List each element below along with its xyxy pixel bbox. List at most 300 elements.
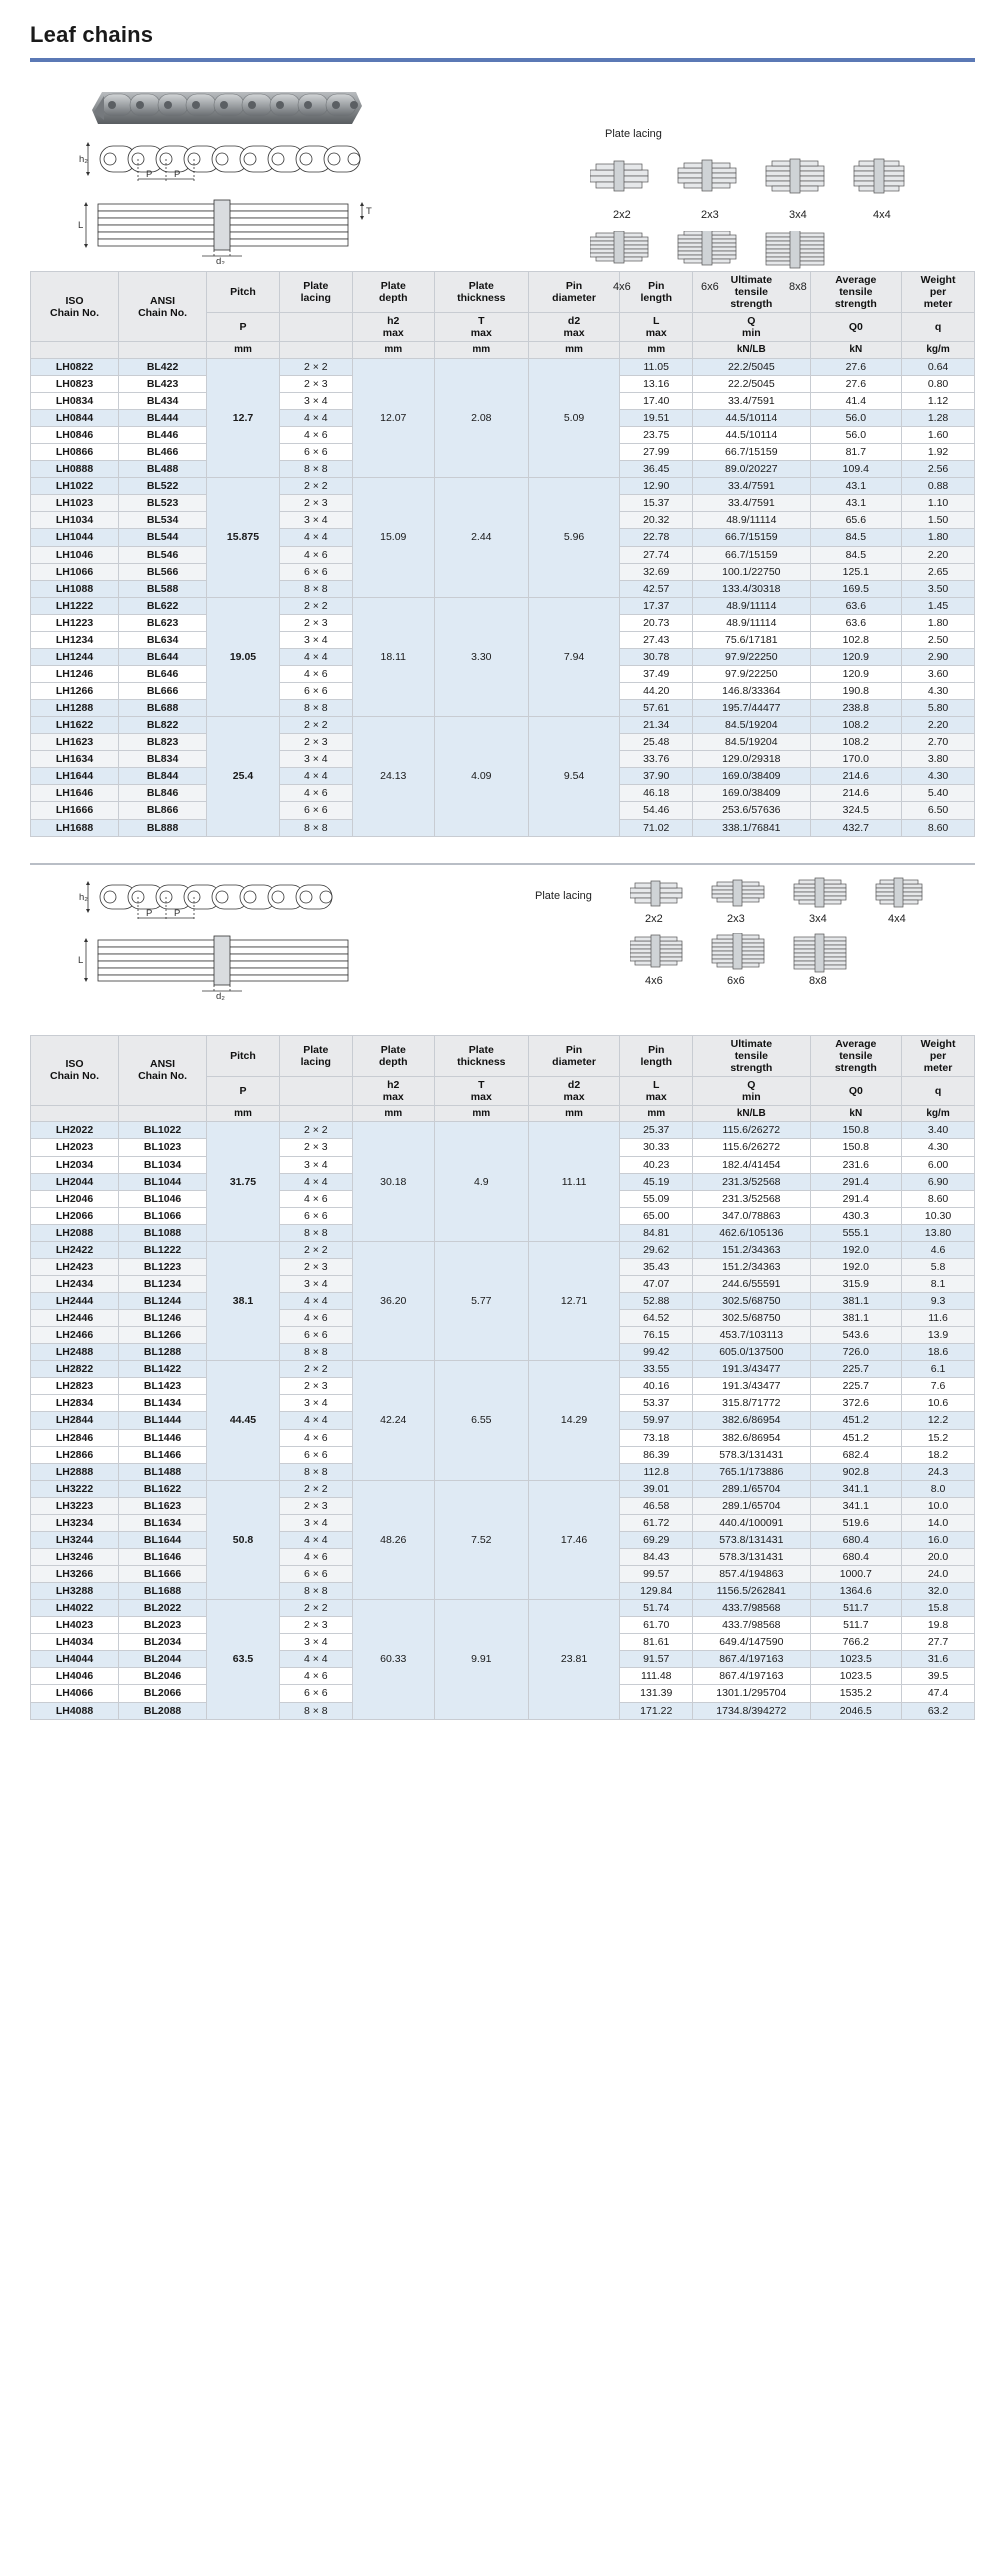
cell-average-tensile-strength: 150.8 <box>810 1122 902 1139</box>
cell-ultimate-tensile-strength: 289.1/65704 <box>693 1480 810 1497</box>
cell-ansi-chain-no: BL1646 <box>119 1548 207 1565</box>
cell-pin-length: 37.90 <box>620 768 693 785</box>
cell-weight-per-meter: 2.56 <box>902 461 975 478</box>
cell-weight-per-meter: 12.2 <box>902 1412 975 1429</box>
lacing-type-8x8-label-2: 8x8 <box>809 974 827 987</box>
cell-plate-depth: 12.07 <box>352 358 434 477</box>
cell-ansi-chain-no: BL1666 <box>119 1566 207 1583</box>
cell-pin-length: 64.52 <box>620 1310 693 1327</box>
svg-text:L: L <box>78 954 84 966</box>
cell-ansi-chain-no: BL522 <box>119 478 207 495</box>
svg-text:d₂: d₂ <box>216 256 225 264</box>
th-weight-l3: meter <box>923 298 953 311</box>
th-uts-l1: Ultimate <box>730 274 773 286</box>
cell-weight-per-meter: 16.0 <box>902 1531 975 1548</box>
th-sym-h2 <box>352 313 434 342</box>
cell-average-tensile-strength: 27.6 <box>810 358 902 375</box>
cell-ultimate-tensile-strength: 867.4/197163 <box>693 1668 810 1685</box>
cell-ultimate-tensile-strength: 151.2/34363 <box>693 1258 810 1275</box>
th-unit-pin-diameter: mm <box>528 342 620 359</box>
th2-sym-h2 <box>352 1076 434 1105</box>
cell-average-tensile-strength: 680.4 <box>810 1548 902 1565</box>
cell-iso-chain-no: LH2823 <box>31 1378 119 1395</box>
cell-plate-lacing: 6 × 6 <box>279 683 352 700</box>
cell-ansi-chain-no: BL1644 <box>119 1531 207 1548</box>
cell-iso-chain-no: LH2066 <box>31 1207 119 1224</box>
lacing-type-4x4-label: 4x4 <box>873 209 891 221</box>
cell-ultimate-tensile-strength: 302.5/68750 <box>693 1310 810 1327</box>
lacing-icons-row2 <box>590 231 965 277</box>
th-unit-weight: kg/m <box>902 342 975 359</box>
cell-ultimate-tensile-strength: 33.4/7591 <box>693 495 810 512</box>
cell-pitch: 19.05 <box>207 597 280 716</box>
cell-plate-lacing: 4 × 4 <box>279 1173 352 1190</box>
cell-iso-chain-no: LH3288 <box>31 1583 119 1600</box>
cell-ultimate-tensile-strength: 191.3/43477 <box>693 1361 810 1378</box>
page-title: Leaf chains <box>30 22 154 47</box>
cell-average-tensile-strength: 511.7 <box>810 1617 902 1634</box>
cell-weight-per-meter: 1.50 <box>902 512 975 529</box>
cell-average-tensile-strength: 56.0 <box>810 427 902 444</box>
title-divider <box>30 58 975 62</box>
cell-iso-chain-no: LH1688 <box>31 819 119 836</box>
th2-iso <box>31 1035 119 1105</box>
th-plate-thickness-l1: Plate <box>468 280 494 293</box>
cell-pin-length: 91.57 <box>620 1651 693 1668</box>
cell-average-tensile-strength: 381.1 <box>810 1293 902 1310</box>
th2-sym-l <box>620 1076 693 1105</box>
cell-ultimate-tensile-strength: 169.0/38409 <box>693 768 810 785</box>
cell-ansi-chain-no: BL1423 <box>119 1378 207 1395</box>
th-sym-q0: Q0 <box>810 313 902 342</box>
table-2-body <box>31 1122 975 1719</box>
cell-plate-lacing: 2 × 3 <box>279 495 352 512</box>
cell-ultimate-tensile-strength: 231.3/52568 <box>693 1173 810 1190</box>
cell-weight-per-meter: 0.80 <box>902 375 975 392</box>
cell-ansi-chain-no: BL666 <box>119 683 207 700</box>
th-ansi-line2: Chain No. <box>138 306 188 319</box>
lacing-type-2x3-label-2: 2x3 <box>727 912 745 925</box>
cell-plate-lacing: 6 × 6 <box>279 1566 352 1583</box>
lacing-type-6x6-label-2: 6x6 <box>727 974 745 987</box>
cell-pin-length: 33.55 <box>620 1361 693 1378</box>
cell-weight-per-meter: 10.6 <box>902 1395 975 1412</box>
th-iso-line2: Chain No. <box>50 306 100 319</box>
cell-average-tensile-strength: 120.9 <box>810 665 902 682</box>
cell-plate-lacing: 8 × 8 <box>279 1583 352 1600</box>
cell-pin-length: 46.58 <box>620 1497 693 1514</box>
cell-ansi-chain-no: BL1688 <box>119 1583 207 1600</box>
cell-plate-thickness: 2.44 <box>434 478 528 597</box>
lacing-type-2x3-label: 2x3 <box>701 209 719 221</box>
cell-iso-chain-no: LH1644 <box>31 768 119 785</box>
th2-sym-h2-l2: max <box>382 1090 404 1103</box>
cell-plate-lacing: 4 × 4 <box>279 1412 352 1429</box>
cell-iso-chain-no: LH2434 <box>31 1275 119 1292</box>
cell-plate-lacing: 3 × 4 <box>279 1156 352 1173</box>
th2-weight-l2: per <box>929 1049 947 1062</box>
cell-plate-lacing: 2 × 2 <box>279 1122 352 1139</box>
cell-weight-per-meter: 4.30 <box>902 1139 975 1156</box>
th-pin-diameter-l1: Pin <box>565 280 583 293</box>
cell-plate-lacing: 4 × 6 <box>279 665 352 682</box>
cell-plate-lacing: 4 × 6 <box>279 427 352 444</box>
svg-text:h₂: h₂ <box>79 891 88 903</box>
th-sym-q-l2: min <box>741 327 761 340</box>
cell-ultimate-tensile-strength: 433.7/98568 <box>693 1617 810 1634</box>
cell-average-tensile-strength: 543.6 <box>810 1327 902 1344</box>
th-weight-l1: Weight <box>920 274 956 286</box>
cell-plate-lacing: 3 × 4 <box>279 1514 352 1531</box>
cell-plate-lacing: 8 × 8 <box>279 1344 352 1361</box>
cell-iso-chain-no: LH1634 <box>31 751 119 768</box>
cell-plate-lacing: 3 × 4 <box>279 1395 352 1412</box>
cell-ansi-chain-no: BL566 <box>119 563 207 580</box>
cell-pin-length: 84.43 <box>620 1548 693 1565</box>
cell-iso-chain-no: LH1222 <box>31 597 119 614</box>
cell-average-tensile-strength: 372.6 <box>810 1395 902 1412</box>
th-unit-lacing <box>279 342 352 359</box>
th2-pitch: Pitch <box>207 1035 280 1076</box>
th-weight <box>902 272 975 313</box>
cell-ultimate-tensile-strength: 433.7/98568 <box>693 1600 810 1617</box>
header2-row-units <box>31 1105 975 1122</box>
cell-average-tensile-strength: 1023.5 <box>810 1651 902 1668</box>
th-sym-lacing-blank <box>279 313 352 342</box>
lacing-type-6x6-label: 6x6 <box>701 281 719 293</box>
cell-pin-diameter: 7.94 <box>528 597 620 716</box>
cell-weight-per-meter: 2.90 <box>902 648 975 665</box>
cell-weight-per-meter: 14.0 <box>902 1514 975 1531</box>
cell-weight-per-meter: 3.50 <box>902 580 975 597</box>
cell-pin-length: 47.07 <box>620 1275 693 1292</box>
th-uts-l2: tensile <box>734 286 768 299</box>
th-plate-thickness <box>434 272 528 313</box>
cell-ansi-chain-no: BL523 <box>119 495 207 512</box>
cell-plate-depth: 15.09 <box>352 478 434 597</box>
cell-ultimate-tensile-strength: 867.4/197163 <box>693 1651 810 1668</box>
cell-average-tensile-strength: 108.2 <box>810 734 902 751</box>
cell-ultimate-tensile-strength: 115.6/26272 <box>693 1139 810 1156</box>
cell-weight-per-meter: 1.28 <box>902 410 975 427</box>
cell-weight-per-meter: 11.6 <box>902 1310 975 1327</box>
th2-ultimate-tensile <box>693 1035 810 1076</box>
cell-plate-lacing: 4 × 6 <box>279 785 352 802</box>
cell-pin-length: 40.23 <box>620 1156 693 1173</box>
cell-average-tensile-strength: 766.2 <box>810 1634 902 1651</box>
cell-ansi-chain-no: BL888 <box>119 819 207 836</box>
th-average-tensile <box>810 272 902 313</box>
cell-average-tensile-strength: 63.6 <box>810 614 902 631</box>
cell-ansi-chain-no: BL466 <box>119 444 207 461</box>
cell-ultimate-tensile-strength: 66.7/15159 <box>693 529 810 546</box>
cell-plate-lacing: 2 × 2 <box>279 717 352 734</box>
cell-pitch: 25.4 <box>207 717 280 836</box>
cell-weight-per-meter: 2.20 <box>902 717 975 734</box>
cell-plate-lacing: 2 × 3 <box>279 1497 352 1514</box>
cell-average-tensile-strength: 225.7 <box>810 1378 902 1395</box>
cell-iso-chain-no: LH1234 <box>31 631 119 648</box>
cell-plate-lacing: 6 × 6 <box>279 1685 352 1702</box>
th2-pin-diameter <box>528 1035 620 1076</box>
cell-plate-lacing: 6 × 6 <box>279 1207 352 1224</box>
cell-ultimate-tensile-strength: 1734.8/394272 <box>693 1702 810 1719</box>
cell-ultimate-tensile-strength: 48.9/11114 <box>693 597 810 614</box>
cell-pin-length: 25.48 <box>620 734 693 751</box>
cell-ansi-chain-no: BL1234 <box>119 1275 207 1292</box>
cell-plate-lacing: 2 × 2 <box>279 1241 352 1258</box>
cell-weight-per-meter: 1.92 <box>902 444 975 461</box>
th-iso-line1: ISO <box>65 294 84 307</box>
cell-weight-per-meter: 3.40 <box>902 1122 975 1139</box>
cell-average-tensile-strength: 324.5 <box>810 802 902 819</box>
cell-iso-chain-no: LH3234 <box>31 1514 119 1531</box>
chain-photo <box>88 84 366 128</box>
th-sym-q <box>693 313 810 342</box>
th-sym-p: P <box>207 313 280 342</box>
cell-ansi-chain-no: BL434 <box>119 392 207 409</box>
table-row <box>31 1361 975 1378</box>
cell-plate-depth: 60.33 <box>352 1600 434 1719</box>
cell-ultimate-tensile-strength: 382.6/86954 <box>693 1412 810 1429</box>
cell-plate-lacing: 8 × 8 <box>279 700 352 717</box>
th-unit-blank-iso <box>31 342 119 359</box>
th-unit-plate-depth: mm <box>352 342 434 359</box>
cell-average-tensile-strength: 555.1 <box>810 1224 902 1241</box>
cell-weight-per-meter: 8.0 <box>902 1480 975 1497</box>
cell-iso-chain-no: LH1023 <box>31 495 119 512</box>
cell-plate-lacing: 2 × 2 <box>279 358 352 375</box>
cell-plate-lacing: 8 × 8 <box>279 461 352 478</box>
cell-ultimate-tensile-strength: 573.8/131431 <box>693 1531 810 1548</box>
cell-average-tensile-strength: 432.7 <box>810 819 902 836</box>
cell-ansi-chain-no: BL1623 <box>119 1497 207 1514</box>
th2-plate-depth <box>352 1035 434 1076</box>
th2-sym-lacing-blank <box>279 1076 352 1105</box>
cell-ansi-chain-no: BL634 <box>119 631 207 648</box>
cell-ansi-chain-no: BL1634 <box>119 1514 207 1531</box>
th2-ansi-line1: ANSI <box>150 1058 176 1071</box>
cell-plate-lacing: 4 × 4 <box>279 648 352 665</box>
cell-ansi-chain-no: BL1222 <box>119 1241 207 1258</box>
cell-average-tensile-strength: 214.6 <box>810 768 902 785</box>
cell-weight-per-meter: 3.60 <box>902 665 975 682</box>
cell-pin-length: 29.62 <box>620 1241 693 1258</box>
svg-text:d₂: d₂ <box>216 990 225 1000</box>
th2-sym-d2-l1: d2 <box>567 1078 581 1091</box>
cell-pitch: 63.5 <box>207 1600 280 1719</box>
cell-pin-length: 71.02 <box>620 819 693 836</box>
cell-average-tensile-strength: 84.5 <box>810 546 902 563</box>
cell-ultimate-tensile-strength: 578.3/131431 <box>693 1446 810 1463</box>
th-unit-pitch: mm <box>207 342 280 359</box>
th-uts-l3: strength <box>730 298 773 311</box>
lacing-icons-row1-sec2 <box>630 875 970 917</box>
cell-iso-chain-no: LH1646 <box>31 785 119 802</box>
cell-pin-length: 76.15 <box>620 1327 693 1344</box>
cell-ansi-chain-no: BL644 <box>119 648 207 665</box>
cell-weight-per-meter: 10.30 <box>902 1207 975 1224</box>
cell-ultimate-tensile-strength: 97.9/22250 <box>693 648 810 665</box>
cell-plate-lacing: 2 × 2 <box>279 1361 352 1378</box>
cell-average-tensile-strength: 1535.2 <box>810 1685 902 1702</box>
cell-ultimate-tensile-strength: 182.4/41454 <box>693 1156 810 1173</box>
cell-ansi-chain-no: BL823 <box>119 734 207 751</box>
cell-weight-per-meter: 31.6 <box>902 1651 975 1668</box>
th-ansi-line1: ANSI <box>150 294 176 307</box>
cell-ansi-chain-no: BL846 <box>119 785 207 802</box>
th-sym-l-l1: L <box>653 315 660 328</box>
cell-pin-length: 86.39 <box>620 1446 693 1463</box>
cell-average-tensile-strength: 315.9 <box>810 1275 902 1292</box>
th-sym-l <box>620 313 693 342</box>
cell-iso-chain-no: LH2888 <box>31 1463 119 1480</box>
cell-iso-chain-no: LH1246 <box>31 665 119 682</box>
cell-weight-per-meter: 8.60 <box>902 819 975 836</box>
header2-row-1 <box>31 1035 975 1076</box>
cell-ultimate-tensile-strength: 84.5/19204 <box>693 734 810 751</box>
lacing-type-2x2-label: 2x2 <box>613 209 631 221</box>
cell-plate-lacing: 6 × 6 <box>279 1446 352 1463</box>
cell-weight-per-meter: 13.9 <box>902 1327 975 1344</box>
cell-ansi-chain-no: BL1266 <box>119 1327 207 1344</box>
cell-pin-diameter: 5.09 <box>528 358 620 477</box>
cell-pin-length: 11.05 <box>620 358 693 375</box>
th-pin-length <box>620 272 693 313</box>
cell-ultimate-tensile-strength: 133.4/30318 <box>693 580 810 597</box>
th2-sym-p: P <box>207 1076 280 1105</box>
cell-weight-per-meter: 63.2 <box>902 1702 975 1719</box>
th-ansi <box>119 272 207 342</box>
th2-unit-lacing <box>279 1105 352 1122</box>
th2-plate-thickness-l2: thickness <box>457 1055 506 1068</box>
cell-average-tensile-strength: 190.8 <box>810 683 902 700</box>
table-row <box>31 1241 975 1258</box>
th-plate-thickness-l2: thickness <box>457 292 506 305</box>
th2-sym-t <box>434 1076 528 1105</box>
th-pin-length-l1: Pin <box>648 280 665 293</box>
cell-ansi-chain-no: BL1223 <box>119 1258 207 1275</box>
cell-average-tensile-strength: 109.4 <box>810 461 902 478</box>
cell-plate-lacing: 6 × 6 <box>279 444 352 461</box>
cell-iso-chain-no: LH2866 <box>31 1446 119 1463</box>
cell-pin-length: 13.16 <box>620 375 693 392</box>
cell-ultimate-tensile-strength: 169.0/38409 <box>693 785 810 802</box>
cell-iso-chain-no: LH4022 <box>31 1600 119 1617</box>
th-sym-d2-l1: d2 <box>567 315 581 328</box>
cell-ansi-chain-no: BL622 <box>119 597 207 614</box>
cell-iso-chain-no: LH3244 <box>31 1531 119 1548</box>
cell-ansi-chain-no: BL1246 <box>119 1310 207 1327</box>
cell-average-tensile-strength: 451.2 <box>810 1412 902 1429</box>
cell-ansi-chain-no: BL1444 <box>119 1412 207 1429</box>
cell-pin-length: 17.40 <box>620 392 693 409</box>
lacing-type-3x4-label: 3x4 <box>789 209 807 221</box>
th-sym-q-weight: q <box>902 313 975 342</box>
cell-pin-length: 30.33 <box>620 1139 693 1156</box>
cell-ansi-chain-no: BL2044 <box>119 1651 207 1668</box>
cell-average-tensile-strength: 63.6 <box>810 597 902 614</box>
cell-ultimate-tensile-strength: 649.4/147590 <box>693 1634 810 1651</box>
th2-unit-uts: kN/LB <box>693 1105 810 1122</box>
cell-ansi-chain-no: BL844 <box>119 768 207 785</box>
cell-iso-chain-no: LH1223 <box>31 614 119 631</box>
cell-average-tensile-strength: 192.0 <box>810 1241 902 1258</box>
cell-ultimate-tensile-strength: 578.3/131431 <box>693 1548 810 1565</box>
cell-plate-thickness: 3.30 <box>434 597 528 716</box>
cell-pin-length: 52.88 <box>620 1293 693 1310</box>
cell-weight-per-meter: 1.10 <box>902 495 975 512</box>
cell-weight-per-meter: 27.7 <box>902 1634 975 1651</box>
cell-pin-length: 40.16 <box>620 1378 693 1395</box>
cell-pin-length: 33.76 <box>620 751 693 768</box>
cell-average-tensile-strength: 381.1 <box>810 1310 902 1327</box>
cell-plate-depth: 24.13 <box>352 717 434 836</box>
cell-pin-length: 99.42 <box>620 1344 693 1361</box>
cell-pin-length: 27.74 <box>620 546 693 563</box>
cell-plate-lacing: 4 × 6 <box>279 1310 352 1327</box>
cell-pin-diameter: 12.71 <box>528 1241 620 1360</box>
cell-ultimate-tensile-strength: 453.7/103113 <box>693 1327 810 1344</box>
th2-sym-q0: Q0 <box>810 1076 902 1105</box>
svg-text:P: P <box>174 169 181 180</box>
th2-unit-plate-thickness: mm <box>434 1105 528 1122</box>
cell-plate-lacing: 8 × 8 <box>279 819 352 836</box>
cell-pin-length: 25.37 <box>620 1122 693 1139</box>
cell-average-tensile-strength: 430.3 <box>810 1207 902 1224</box>
cell-pin-length: 45.19 <box>620 1173 693 1190</box>
cell-average-tensile-strength: 214.6 <box>810 785 902 802</box>
svg-text:h₂: h₂ <box>79 154 88 165</box>
cell-weight-per-meter: 18.2 <box>902 1446 975 1463</box>
th-unit-avg: kN <box>810 342 902 359</box>
cell-weight-per-meter: 5.40 <box>902 785 975 802</box>
cell-weight-per-meter: 2.20 <box>902 546 975 563</box>
cell-iso-chain-no: LH4023 <box>31 1617 119 1634</box>
th2-iso-line1: ISO <box>65 1058 84 1071</box>
cell-plate-thickness: 7.52 <box>434 1480 528 1599</box>
th2-unit-blank-iso <box>31 1105 119 1122</box>
cell-plate-lacing: 4 × 6 <box>279 546 352 563</box>
cell-weight-per-meter: 2.50 <box>902 631 975 648</box>
cell-ultimate-tensile-strength: 302.5/68750 <box>693 1293 810 1310</box>
th-sym-d2 <box>528 313 620 342</box>
cell-ansi-chain-no: BL446 <box>119 427 207 444</box>
th2-pin-length-l2: length <box>640 1055 672 1068</box>
cell-average-tensile-strength: 291.4 <box>810 1190 902 1207</box>
chain-plan-view-drawing <box>78 194 378 264</box>
lacing-type-2x2-label-2: 2x2 <box>645 912 663 925</box>
cell-ultimate-tensile-strength: 48.9/11114 <box>693 614 810 631</box>
cell-iso-chain-no: LH2834 <box>31 1395 119 1412</box>
cell-iso-chain-no: LH1022 <box>31 478 119 495</box>
cell-pin-length: 61.70 <box>620 1617 693 1634</box>
th-pin-diameter-l2: diameter <box>552 292 596 305</box>
cell-ultimate-tensile-strength: 191.3/43477 <box>693 1378 810 1395</box>
cell-average-tensile-strength: 27.6 <box>810 375 902 392</box>
cell-weight-per-meter: 4.6 <box>902 1241 975 1258</box>
cell-pin-length: 19.51 <box>620 410 693 427</box>
cell-weight-per-meter: 1.45 <box>902 597 975 614</box>
cell-average-tensile-strength: 150.8 <box>810 1139 902 1156</box>
cell-plate-lacing: 3 × 4 <box>279 1634 352 1651</box>
lacing-icons-row1 <box>590 158 965 206</box>
cell-weight-per-meter: 8.1 <box>902 1275 975 1292</box>
cell-average-tensile-strength: 170.0 <box>810 751 902 768</box>
cell-average-tensile-strength: 43.1 <box>810 478 902 495</box>
cell-iso-chain-no: LH2846 <box>31 1429 119 1446</box>
cell-average-tensile-strength: 192.0 <box>810 1258 902 1275</box>
